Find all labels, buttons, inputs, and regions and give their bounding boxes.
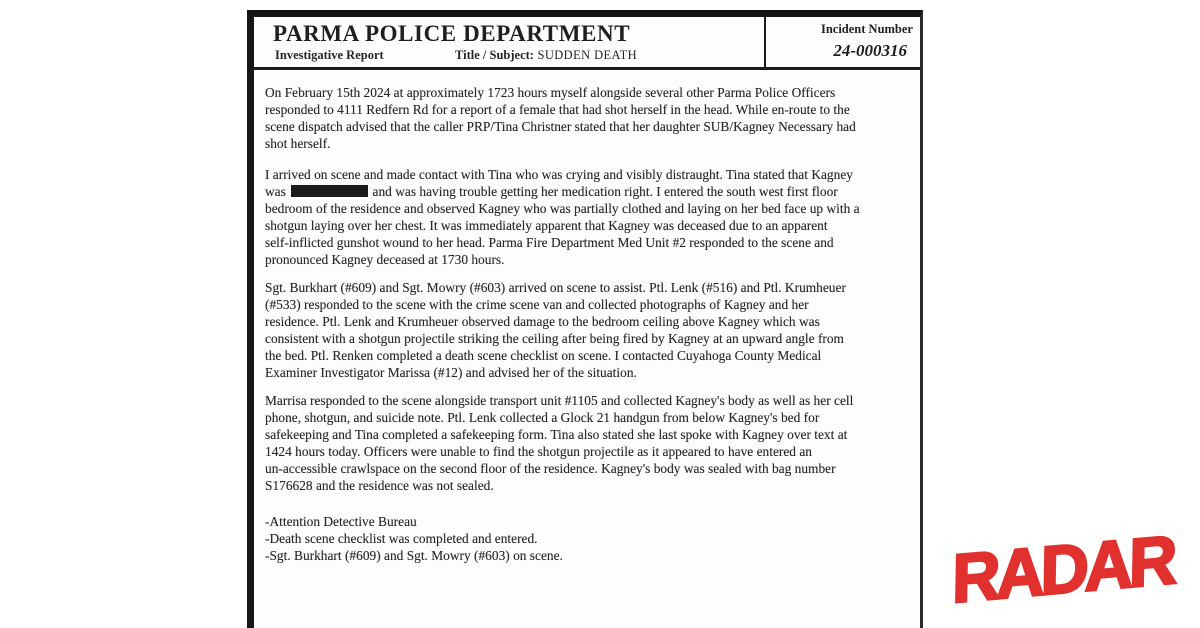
radar-logo-text: RADAR bbox=[951, 521, 1174, 618]
incident-number-value: 24-000316 bbox=[833, 41, 907, 60]
report-paragraph bbox=[265, 84, 917, 152]
report-line: -Death scene checklist was completed and entered. bbox=[265, 531, 538, 546]
police-report-page bbox=[247, 10, 923, 628]
report-line: 1424 hours today. Officers were unable to find the shotgun projectile as it appeared to have entered an bbox=[265, 444, 812, 459]
incident-number-label: Incident Number bbox=[820, 22, 913, 36]
report-line: (#533) responded to the scene with the crime scene van and collected photographs of Kagney and her bbox=[265, 297, 809, 312]
redaction-box bbox=[291, 185, 368, 197]
report-line: scene dispatch advised that the caller PRP/Tina Christner stated that her daughter SUB/Kagney Necessary had bbox=[265, 119, 856, 134]
report-line: Marrisa responded to the scene alongside transport unit #1105 and collected Kagney's body as well as her cell bbox=[265, 393, 854, 408]
subject-value: SUDDEN DEATH bbox=[533, 48, 638, 62]
report-line: was and was having trouble getting her medication right. I entered the south west first floor bbox=[265, 184, 838, 199]
incident-number-box bbox=[764, 17, 920, 70]
report-line: un-accessible crawlspace on the second floor of the residence. Kagney's body was sealed with bag number bbox=[265, 461, 836, 476]
report-paragraph bbox=[265, 166, 917, 268]
report-body bbox=[265, 84, 917, 564]
report-line: bedroom of the residence and observed Kagney who was partially clothed and laying on her bed face up with a bbox=[265, 201, 860, 216]
report-line: shot herself. bbox=[265, 136, 331, 151]
report-line: the bed. Ptl. Renken completed a death scene checklist on scene. I contacted Cuyahoga County Medical bbox=[265, 348, 822, 363]
report-line: -Attention Detective Bureau bbox=[265, 514, 417, 529]
subject-label: Subject: bbox=[489, 48, 534, 62]
report-paragraph bbox=[265, 279, 917, 381]
report-line: -Sgt. Burkhart (#609) and Sgt. Mowry (#603) on scene. bbox=[265, 548, 563, 563]
title-subject-row bbox=[455, 48, 637, 63]
report-line: phone, shotgun, and suicide note. Ptl. Lenk collected a Glock 21 handgun from below Kagney's bed for bbox=[265, 410, 820, 425]
report-line: self-inflicted gunshot wound to her head. Parma Fire Department Med Unit #2 responded to the scene and bbox=[265, 235, 834, 250]
report-paragraph bbox=[265, 392, 917, 494]
title-label: Title / bbox=[455, 48, 490, 62]
report-line: pronounced Kagney deceased at 1730 hours. bbox=[265, 252, 505, 267]
report-line: Examiner Investigator Marissa (#12) and advised her of the situation. bbox=[265, 365, 637, 380]
radar-watermark-logo bbox=[949, 521, 1200, 622]
report-line: residence. Ptl. Lenk and Krumheuer observed damage to the bedroom ceiling above Kagney which was bbox=[265, 314, 820, 329]
report-line: consistent with a shotgun projectile striking the ceiling after being fired by Kagney at an upward angle from bbox=[265, 331, 844, 346]
report-notes bbox=[265, 513, 917, 564]
report-line: safekeeping and Tina completed a safekeeping form. Tina also stated she last spoke with Kagney over text at bbox=[265, 427, 848, 442]
report-line: On February 15th 2024 at approximately 1723 hours myself alongside several other Parma Police Officers bbox=[265, 85, 836, 100]
report-line: S176628 and the residence was not sealed. bbox=[265, 478, 494, 493]
report-line: responded to 4111 Redfern Rd for a report of a female that had shot herself in the head. While en-route to the bbox=[265, 102, 850, 117]
report-line: shotgun laying over her chest. It was immediately apparent that Kagney was deceased due to an apparent bbox=[265, 218, 828, 233]
report-paragraphs bbox=[265, 84, 917, 494]
report-header bbox=[254, 17, 920, 70]
report-line: Sgt. Burkhart (#609) and Sgt. Mowry (#603) arrived on scene to assist. Ptl. Lenk (#516) and Ptl. Krumheuer bbox=[265, 280, 846, 295]
report-line: I arrived on scene and made contact with Tina who was crying and visibly distraught. Tina stated that Kagney bbox=[265, 167, 853, 182]
report-type-label: Investigative Report bbox=[275, 48, 384, 62]
department-title: PARMA POLICE DEPARTMENT bbox=[273, 21, 631, 46]
